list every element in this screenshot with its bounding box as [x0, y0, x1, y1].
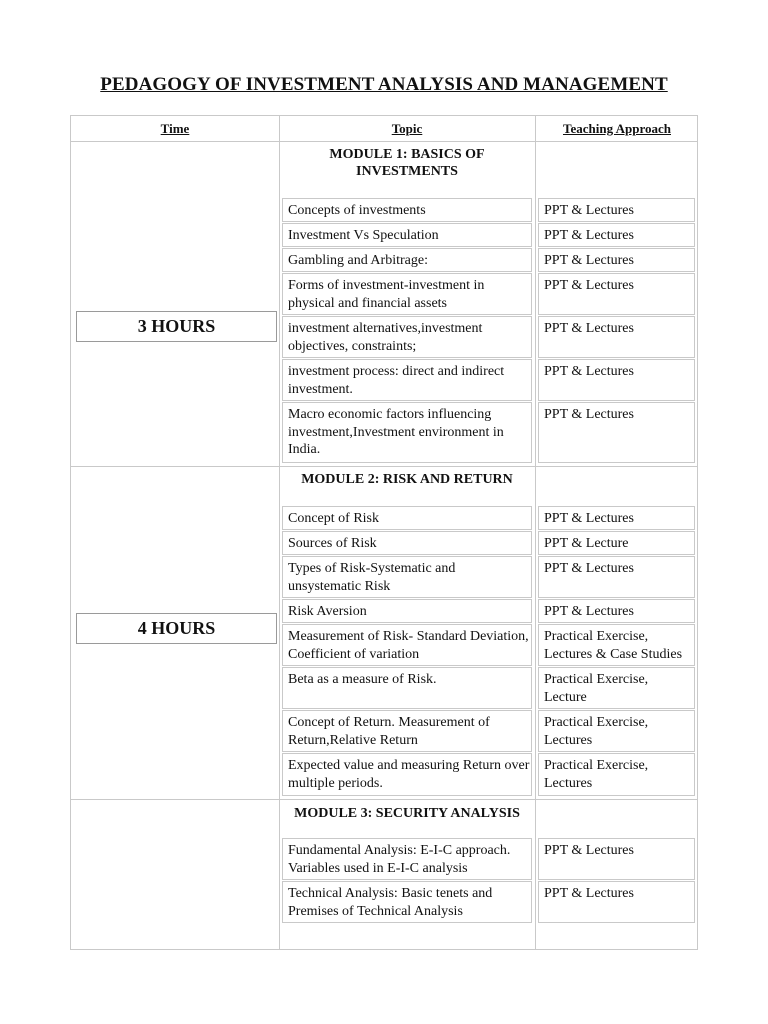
approach-cell: PPT & Lecture	[538, 531, 695, 555]
topic-cell: investment process: direct and indirect investment.	[282, 359, 532, 401]
module-title: MODULE 3: SECURITY ANALYSIS	[294, 806, 520, 821]
module-title: MODULE 1: BASICS OF INVESTMENTS	[329, 147, 485, 179]
approach-cell: PPT & Lectures	[538, 273, 695, 315]
module-title: MODULE 2: RISK AND RETURN	[301, 472, 513, 487]
page-title: PEDAGOGY OF INVESTMENT ANALYSIS AND MANAGEMENT	[100, 74, 668, 95]
module-divider	[71, 799, 697, 800]
module-hours: 3 HOURS	[76, 311, 277, 342]
topic-cell: Macro economic factors influencing investment,Investment environment in India.	[282, 402, 532, 463]
approach-cell: PPT & Lectures	[538, 359, 695, 401]
module-divider	[71, 466, 697, 467]
topic-cell: Technical Analysis: Basic tenets and Premises of Technical Analysis	[282, 881, 532, 923]
topic-cell: Types of Risk-Systematic and unsystematic Risk	[282, 556, 532, 598]
module-hours: 4 HOURS	[76, 613, 277, 644]
approach-cell: PPT & Lectures	[538, 223, 695, 247]
topic-cell: Forms of investment-investment in physical and financial assets	[282, 273, 532, 315]
topic-cell: Gambling and Arbitrage:	[282, 248, 532, 272]
pedagogy-table	[70, 115, 698, 950]
approach-cell: PPT & Lectures	[538, 881, 695, 923]
topic-cell: Fundamental Analysis: E-I-C approach. Variables used in E-I-C analysis	[282, 838, 532, 880]
header-teaching-approach: Teaching Approach	[562, 121, 671, 136]
header-topic: Topic	[391, 121, 423, 136]
topic-cell: Investment Vs Speculation	[282, 223, 532, 247]
approach-cell: PPT & Lectures	[538, 198, 695, 222]
approach-cell: Practical Exercise, Lectures	[538, 710, 695, 752]
approach-cell: PPT & Lectures	[538, 838, 695, 880]
approach-cell: PPT & Lectures	[538, 402, 695, 463]
topic-cell: Beta as a measure of Risk.	[282, 667, 532, 709]
column-divider	[535, 116, 536, 949]
column-divider	[279, 116, 280, 949]
approach-cell: PPT & Lectures	[538, 248, 695, 272]
approach-cell: PPT & Lectures	[538, 316, 695, 358]
approach-cell: PPT & Lectures	[538, 556, 695, 598]
topic-cell: investment alternatives,investment objectives, constraints;	[282, 316, 532, 358]
topic-cell: Measurement of Risk- Standard Deviation, Coefficient of variation	[282, 624, 532, 666]
approach-cell: Practical Exercise, Lectures	[538, 753, 695, 796]
approach-cell: PPT & Lectures	[538, 506, 695, 530]
topic-cell: Concept of Return. Measurement of Return,Relative Return	[282, 710, 532, 752]
header-time: Time	[160, 121, 190, 136]
topic-cell: Expected value and measuring Return over multiple periods.	[282, 753, 532, 796]
topic-cell: Concept of Risk	[282, 506, 532, 530]
approach-cell: PPT & Lectures	[538, 599, 695, 623]
approach-cell: Practical Exercise, Lecture	[538, 667, 695, 709]
topic-cell: Risk Aversion	[282, 599, 532, 623]
topic-cell: Sources of Risk	[282, 531, 532, 555]
header-divider	[71, 141, 697, 142]
approach-cell: Practical Exercise, Lectures & Case Studies	[538, 624, 695, 666]
topic-cell: Concepts of investments	[282, 198, 532, 222]
